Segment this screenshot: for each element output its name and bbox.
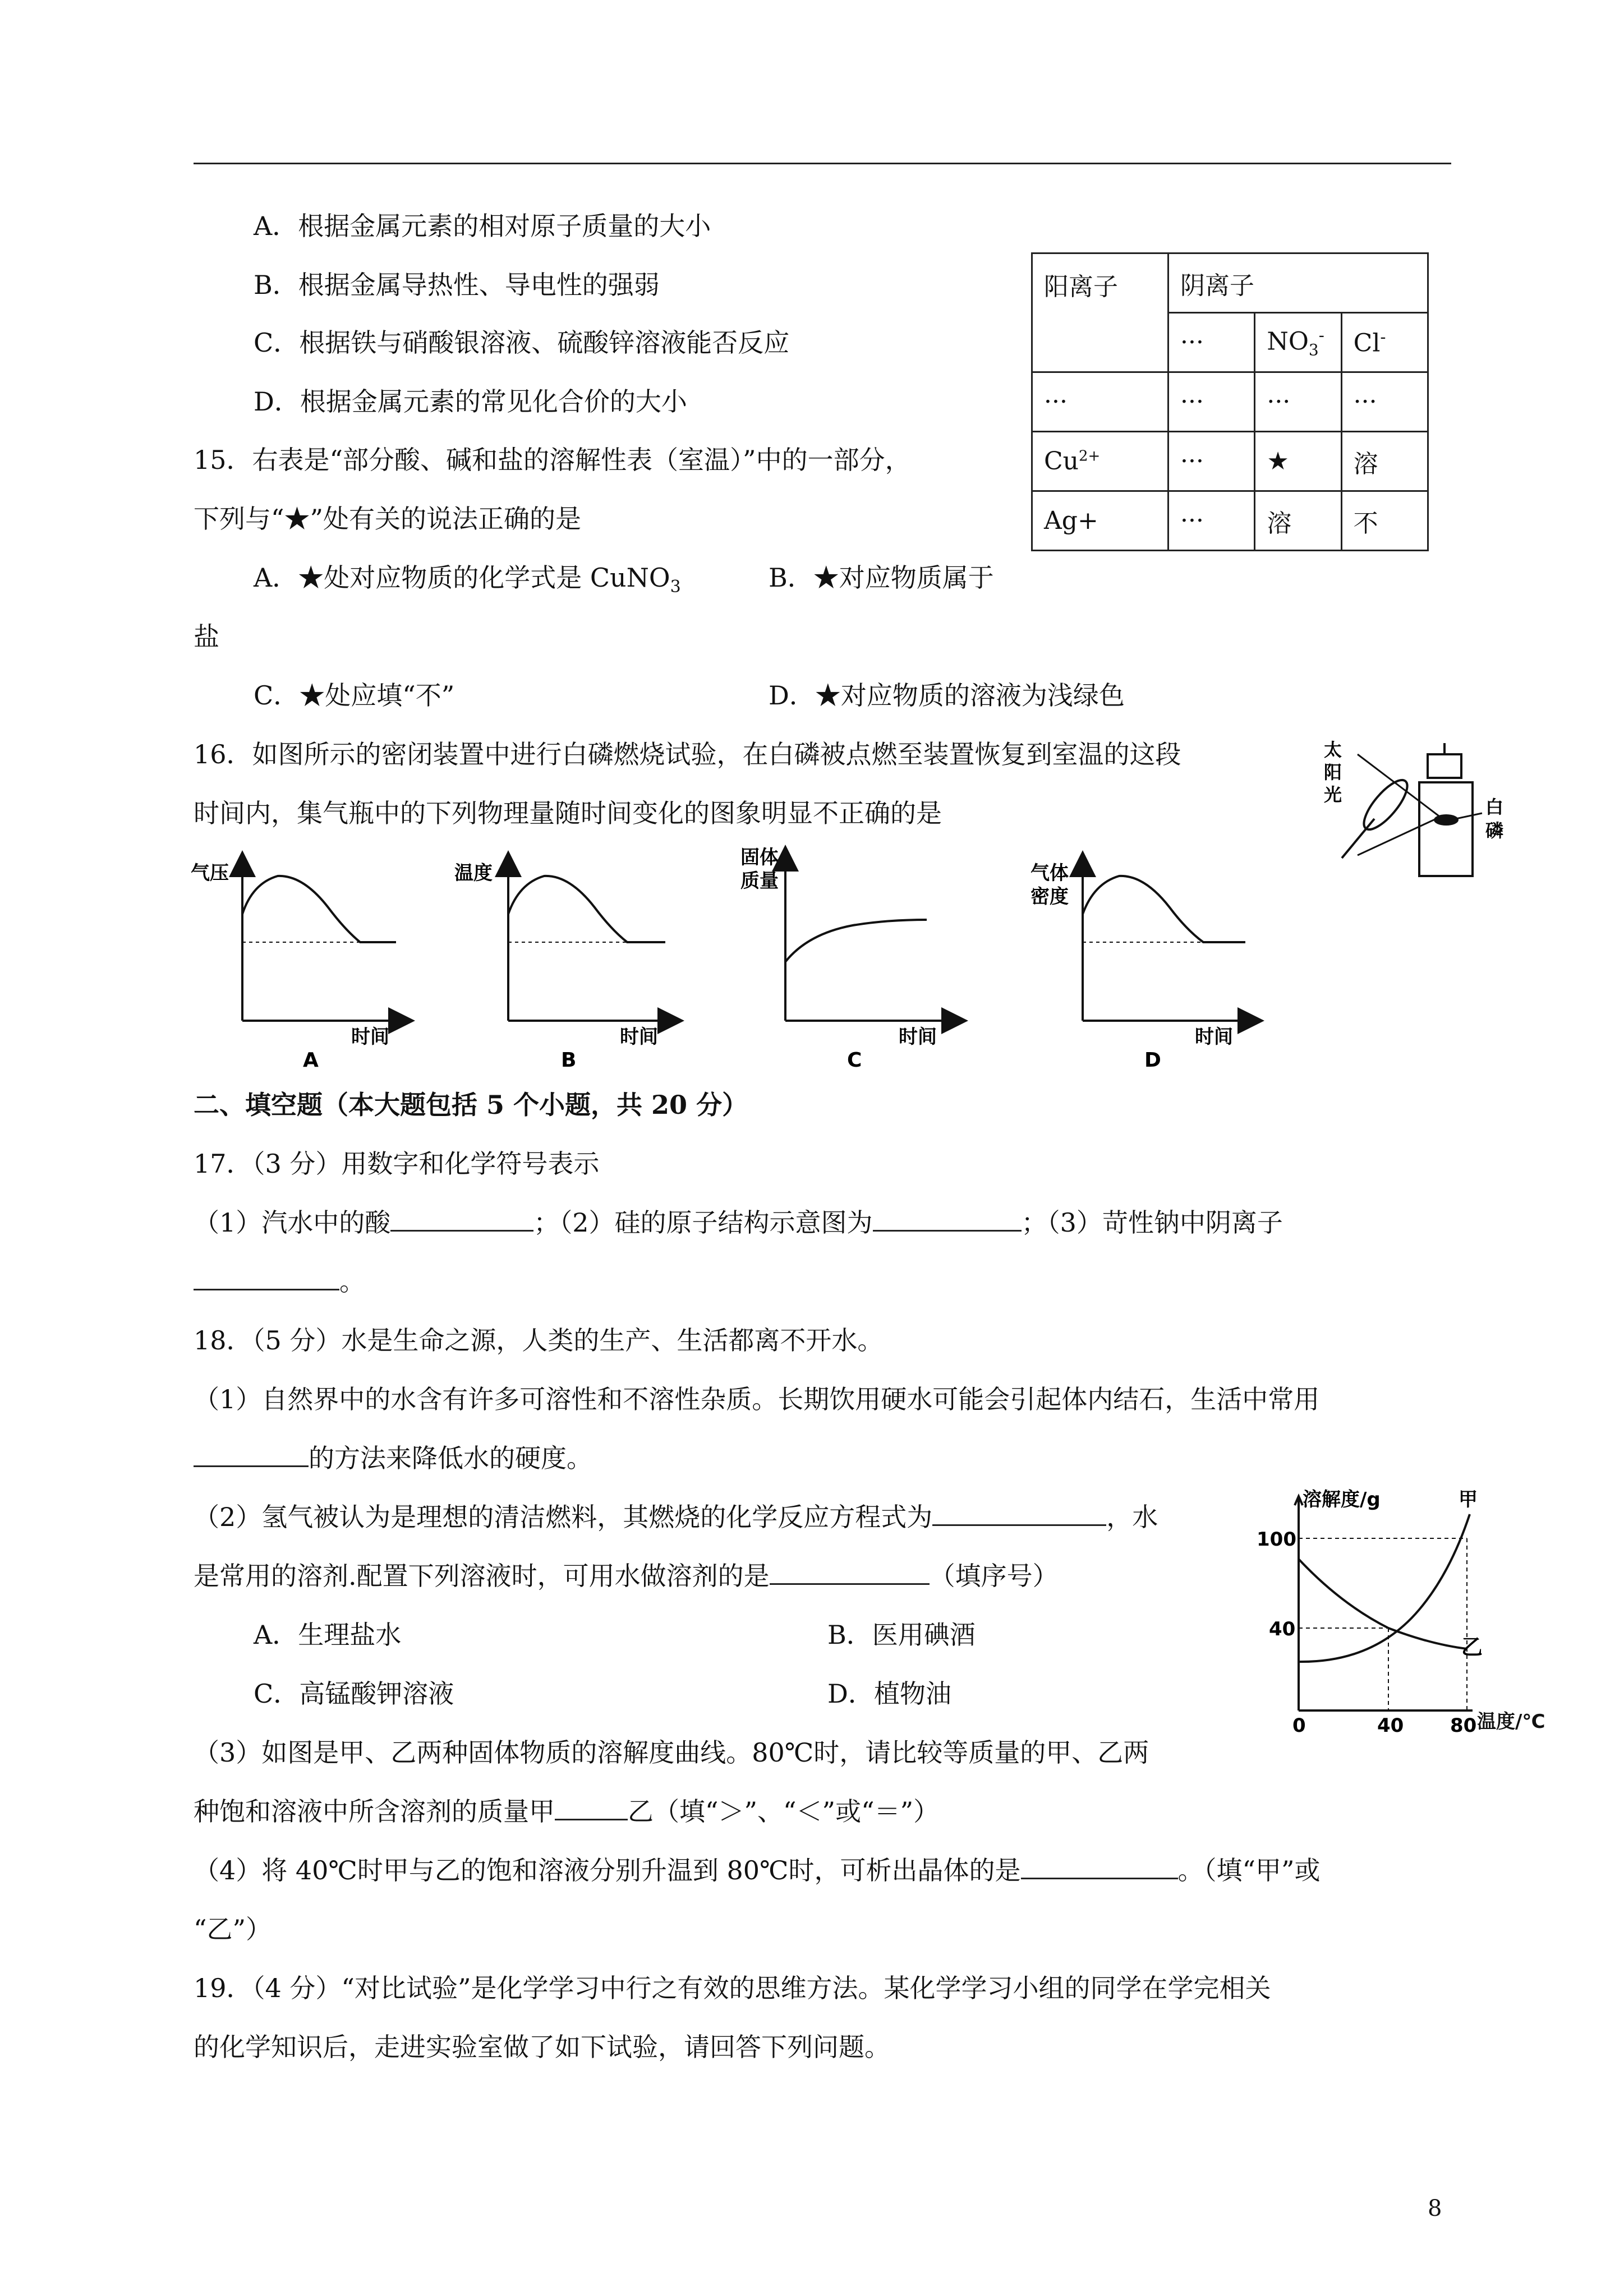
x-tick-0: 0 — [1292, 1714, 1306, 1733]
graph-b-curve — [508, 876, 665, 942]
graph-a — [191, 862, 402, 1072]
graph-a-letter: A — [303, 1049, 319, 1072]
q18-option-d: D．植物油 — [827, 1679, 951, 1709]
graph-d — [1030, 862, 1251, 1072]
header-rule — [194, 163, 1451, 164]
cell-bu: 不 — [1341, 491, 1428, 551]
q14-option-b: B．根据金属导热性、导电性的强弱 — [254, 270, 660, 300]
answer-blank[interactable] — [873, 1207, 1022, 1232]
q18-option-c: C．高锰酸钾溶液 — [254, 1679, 454, 1709]
q15-option-d: D．★对应物质的溶液为浅绿色 — [769, 680, 1125, 711]
q19-line-2: 的化学知识后，走进实验室做了如下试验，请回答下列问题。 — [194, 2032, 890, 2062]
graph-d-ylabel-1: 气体 — [1030, 862, 1069, 884]
phosphorus-label-1: 白 — [1485, 796, 1504, 818]
sun-label-3: 光 — [1324, 784, 1342, 805]
graph-b-ylabel: 温度 — [454, 862, 493, 884]
cell-dots: ··· — [1032, 372, 1168, 432]
cell-dots: ··· — [1168, 313, 1255, 372]
graph-d-curve — [1083, 876, 1245, 942]
sun-label-2: 阳 — [1324, 762, 1342, 783]
q16-graphs — [191, 841, 1313, 1077]
graph-b-letter: B — [561, 1049, 577, 1072]
q18-p3-a: （3）如图是甲、乙两种固体物质的溶解度曲线。80℃时，请比较等质量的甲、乙两 — [194, 1737, 1149, 1768]
solubility-table — [1031, 252, 1429, 551]
graph-a-xlabel: 时间 — [351, 1026, 389, 1048]
answer-blank[interactable] — [1021, 1855, 1178, 1879]
q18-option-b: B．医用碘酒 — [827, 1620, 976, 1650]
q18-p1-a: （1）自然界中的水含有许多可溶性和不溶性杂质。长期饮用硬水可能会引起体内结石，生活中常用 — [194, 1384, 1320, 1414]
q16-stem-1: 16．如图所示的密闭装置中进行白磷燃烧试验，在白磷被点燃至装置恢复到室温的这段 — [194, 739, 1181, 769]
q15-stem-1: 15．右表是“部分酸、碱和盐的溶解性表（室温）”中的一部分， — [194, 445, 911, 475]
gas-bottle — [1419, 782, 1473, 876]
phosphorus-label-2: 磷 — [1485, 820, 1504, 841]
solubility-xlabel: 温度/℃ — [1477, 1711, 1545, 1733]
cell-ag: Ag+ — [1032, 491, 1168, 551]
graph-d-ylabel-2: 密度 — [1030, 886, 1069, 908]
q18-p4-b: “乙”） — [194, 1914, 272, 1944]
series-jia-label: 甲 — [1459, 1488, 1478, 1511]
q15-stem-2: 下列与“★”处有关的说法正确的是 — [194, 504, 582, 534]
cell-dots: ··· — [1341, 372, 1428, 432]
apparatus-figure — [1307, 729, 1509, 886]
cell-dots: ··· — [1168, 491, 1255, 551]
q14-option-a: A．根据金属元素的相对原子质量的大小 — [254, 211, 711, 241]
graph-c-curve — [785, 920, 927, 962]
q17-line: （1）汽水中的酸 ；（2）硅的原子结构示意图为 ；（3）苛性钠中阴离子 — [194, 1207, 1283, 1238]
section-2-title: 二、填空题（本大题包括 5 个小题，共 20 分） — [194, 1090, 748, 1120]
graph-d-xlabel: 时间 — [1195, 1026, 1233, 1048]
q18-p3-b: 种饱和溶液中所含溶剂的质量甲 乙（填“＞”、“＜”或“＝”） — [194, 1796, 940, 1827]
series-yi-label: 乙 — [1461, 1635, 1483, 1659]
graph-c-ylabel-1: 固体 — [740, 846, 779, 869]
x-tick-40: 40 — [1377, 1714, 1404, 1733]
answer-blank[interactable] — [194, 1443, 309, 1467]
graph-b — [454, 862, 671, 1072]
anion-header: 阴离子 — [1168, 253, 1428, 313]
cell-dots: ··· — [1255, 372, 1341, 432]
y-tick-100: 100 — [1257, 1528, 1296, 1551]
q18-p4-a: （4）将 40℃时甲与乙的饱和溶液分别升温到 80℃时，可析出晶体的是 。（填“甲”或 — [194, 1855, 1321, 1885]
q17-stem: 17．（3 分）用数字和化学符号表示 — [194, 1149, 600, 1179]
cell-dots: ··· — [1168, 432, 1255, 491]
answer-blank[interactable] — [932, 1502, 1106, 1526]
q14-option-d: D．根据金属元素的常见化合价的大小 — [254, 386, 687, 417]
q14-option-c: C．根据铁与硝酸银溶液、硫酸锌溶液能否反应 — [254, 328, 790, 358]
graph-c-letter: C — [847, 1049, 862, 1072]
cell-dots: ··· — [1168, 372, 1255, 432]
solubility-chart — [1251, 1481, 1487, 1733]
q16-stem-2: 时间内，集气瓶中的下列物理量随时间变化的图象明显不正确的是 — [194, 798, 942, 828]
q15-option-c: C．★处应填“不” — [254, 680, 455, 711]
q17-line-2: 。 — [194, 1265, 365, 1298]
y-tick-40: 40 — [1269, 1618, 1296, 1640]
cell-rong: 溶 — [1255, 491, 1341, 551]
q18-option-a: A．生理盐水 — [254, 1620, 402, 1650]
graph-c-ylabel-2: 质量 — [740, 870, 779, 892]
graph-b-xlabel: 时间 — [620, 1026, 658, 1048]
sun-label-1: 太 — [1324, 739, 1342, 760]
curve-yi — [1299, 1559, 1467, 1649]
graph-a-ylabel: 气压 — [191, 862, 229, 884]
answer-blank[interactable] — [194, 1266, 339, 1290]
answer-blank[interactable] — [555, 1796, 628, 1820]
cell-no3: $NO_3^-$ — [1255, 313, 1341, 372]
graph-d-letter: D — [1144, 1049, 1161, 1072]
cell-cu: $Cu^{2+}$ — [1032, 432, 1168, 491]
graph-a-curve — [242, 876, 396, 942]
cation-header: 阳离子 — [1032, 253, 1168, 372]
phosphorus-pointer — [1456, 813, 1482, 819]
white-phosphorus — [1434, 814, 1459, 826]
cell-cl: Cl- — [1341, 313, 1428, 372]
q18-p1-b: 的方法来降低水的硬度。 — [194, 1441, 592, 1475]
magnifier-handle — [1342, 819, 1374, 858]
q18-p2-a: （2）氢气被认为是理想的清洁燃料，其燃烧的化学反应方程式为 ，水 — [194, 1502, 1158, 1532]
x-tick-80: 80 — [1450, 1714, 1477, 1733]
q19-line-1: 19．（4 分）“对比试验”是化学学习中行之有效的思维方法。某化学学习小组的同学在学完相关 — [194, 1973, 1271, 2003]
cell-rong: 溶 — [1341, 432, 1428, 491]
bottle-stopper — [1428, 754, 1461, 778]
answer-blank[interactable] — [390, 1207, 533, 1232]
q18-p2-b: 是常用的溶剂.配置下列溶液时，可用水做溶剂的是 （填序号） — [194, 1561, 1059, 1591]
graph-c-xlabel: 时间 — [899, 1026, 937, 1048]
q15-option-b: B．★对应物质属于 — [769, 563, 994, 593]
q18-stem: 18．（5 分）水是生命之源，人类的生产、生活都离不开水。 — [194, 1325, 884, 1356]
q15-option-a: A．★处对应物质的化学式是 CuNO$_3$ — [254, 563, 681, 597]
solubility-ylabel: 溶解度/g — [1303, 1488, 1381, 1511]
answer-blank[interactable] — [770, 1561, 930, 1585]
q15-option-b-cont: 盐 — [194, 621, 219, 652]
curve-jia — [1299, 1514, 1470, 1662]
graph-c — [740, 846, 955, 1072]
magnifier-lens — [1357, 774, 1414, 836]
page-number: 8 — [1428, 2196, 1442, 2221]
cell-star: ★ — [1255, 432, 1341, 491]
